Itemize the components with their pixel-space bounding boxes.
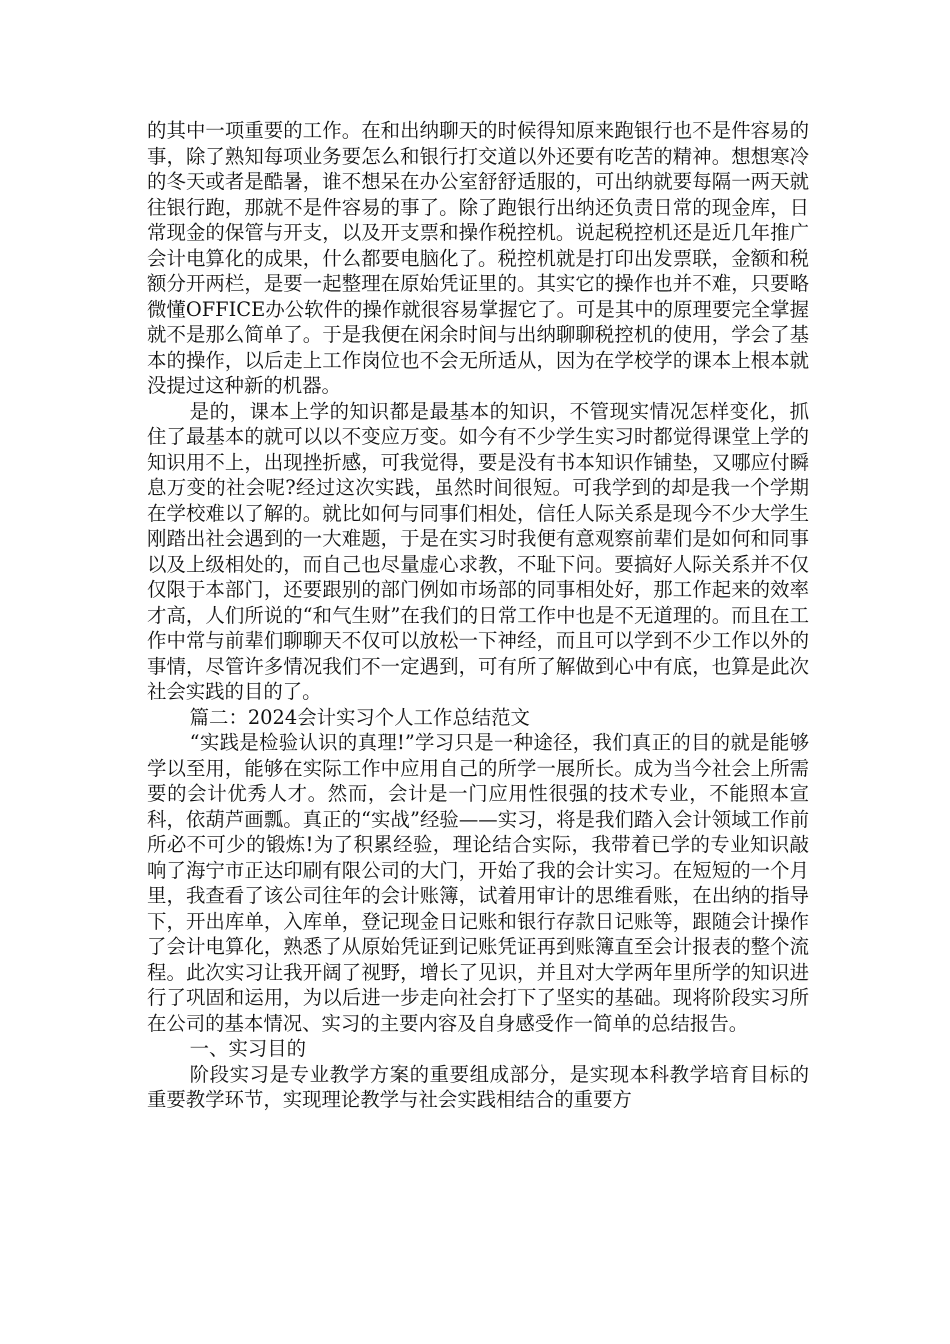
paragraph-1: 的其中一项重要的工作。在和出纳聊天的时候得知原来跑银行也不是件容易的事，除了熟知每项业务要怎么和银行打交道以外还要有吃苦的精神。想想寒冷的冬天或者是酷暑，谁不想呆在办公室舒舒适服的，可出纳就要每隔一两天就往银行跑，那就不是件容易的事了。除了跑银行出纳还负责日常的现金库，日常现金的保管与开支，以及开支票和操作税控机。说起税控机还是近几年推广会计电算化的成果，什么都要电脑化了。税控机就是打印出发票联，金额和税额分开两栏，是要一起整理在原始凭证里的。其实它的操作也并不难，只要略微懂OFFICE办公软件的操作就很容易掌握它了。可是其中的原理要完全掌握就不是那么简单了。于是我便在闲余时间与出纳聊聊税控机的使用，学会了基本的操作，以后走上工作岗位也不会无所适从，因为在学校学的课本上根本就没提过这种新的机器。 — [147, 119, 809, 397]
paragraph-2: 是的，课本上学的知识都是最基本的知识，不管现实情况怎样变化，抓住了最基本的就可以以不变应万变。如今有不少学生实习时都觉得课堂上学的知识用不上，出现挫折感，可我觉得，要是没有书本知识作铺垫，又哪应付瞬息万变的社会呢?经过这次实践，虽然时间很短。可我学到的却是我一个学期在学校难以了解的。就比如何与同事们相处，信任人际关系是现今不少大学生刚踏出社会遇到的一大难题，于是在实习时我便有意观察前辈们是如何和同事以及上级相处的，而自己也尽量虚心求教，不耻下问。要搞好人际关系并不仅仅限于本部门，还要跟别的部门例如市场部的同事相处好，那工作起来的效率才高，人们所说的“和气生财”在我们的日常工作中也是不无道理的。而且在工作中常与前辈们聊聊天不仅可以放松一下神经，而且可以学到不少工作以外的事情，尽管许多情况我们不一定遇到，可有所了解做到心中有底，也算是此次社会实践的目的了。 — [147, 399, 809, 703]
section-heading-internship-purpose: 一、实习目的 — [189, 1037, 307, 1060]
document-body — [147, 118, 809, 1113]
paragraph-4: 阶段实习是专业教学方案的重要组成部分，是实现本科教学培育目标的重要教学环节，实现理论教学与社会实践相结合的重要方 — [147, 1062, 809, 1111]
paragraph-3: “实践是检验认识的真理!”学习只是一种途径，我们真正的目的就是能够学以至用，能够在实际工作中应用自己的所学一展所长。成为当今社会上所需要的会计优秀人才。然而，会计是一门应用性很强的技术专业，不能照本宣科，依葫芦画瓢。真正的“实战”经验——实习，将是我们踏入会计领域工作前所必不可少的锻炼!为了积累经验，理论结合实际，我带着已学的专业知识敲响了海宁市正达印刷有限公司的大门，开始了我的会计实习。在短短的一个月里，我查看了该公司往年的会计账簿，试着用审计的思维看账，在出纳的指导下，开出库单，入库单，登记现金日记账和银行存款日记账等，跟随会计操作了会计电算化，熟悉了从原始凭证到记账凭证再到账簿直至会计报表的整个流程。此次实习让我开阔了视野，增长了见识，并且对大学两年里所学的知识进行了巩固和运用，为以后进一步走向社会打下了坚实的基础。现将阶段实习所在公司的基本情况、实习的主要内容及自身感受作一简单的总结报告。 — [147, 731, 809, 1035]
section-heading-article-two: 篇二：2024会计实习个人工作总结范文 — [189, 705, 530, 729]
